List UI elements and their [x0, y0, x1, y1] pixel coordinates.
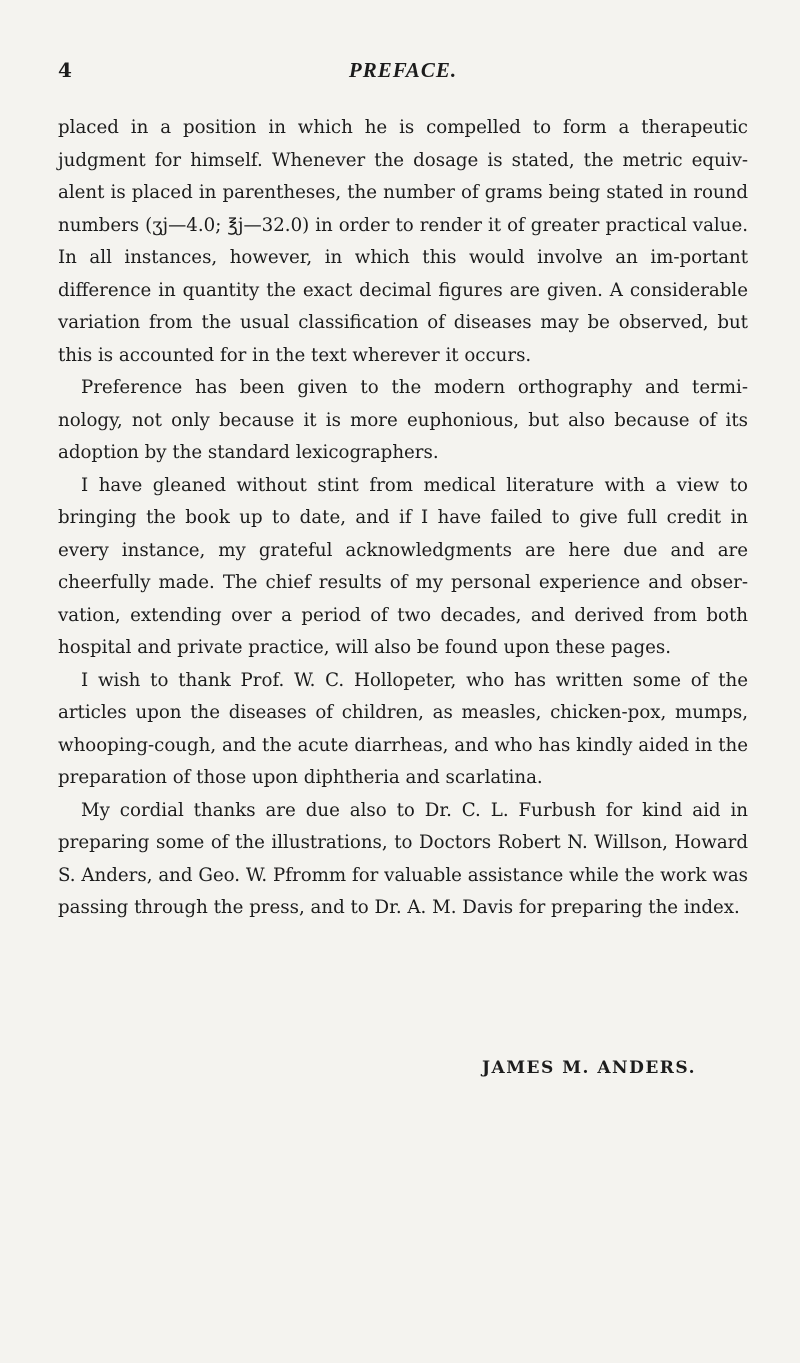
body-text	[58, 112, 748, 925]
paragraph-continued: placed in a position in which he is compelled to form a therapeutic judgment for himself. Whenever the dosage is stated, the metric equiv-alent is placed in parentheses, the number of grams being stated in round numbers (ʒj—4.0; ℥j—32.0) in order to render it of greater practical value. In all instances, however, in which this would involve an im-portant difference in quantity the exact decimal figures are given. A considerable variation from the usual classification of diseases may be observed, but this is accounted for in the text wherever it occurs.	[58, 117, 748, 366]
page-number: 4	[58, 58, 72, 82]
running-head	[58, 58, 748, 88]
author-signature: JAMES M. ANDERS.	[481, 1058, 696, 1078]
paragraph-orthography: Preference has been given to the modern orthography and termi-nology, not only because it is more euphonious, but also because of its adoption by the standard lexicographers.	[58, 377, 748, 463]
paragraph-cordial-thanks: My cordial thanks are due also to Dr. C. L. Furbush for kind aid in preparing some of the illustrations, to Doctors Robert N. Willson, Howard S. Anders, and Geo. W. Pfromm for valuable assistance while the work was passing through the press, and to Dr. A. M. Davis for preparing the index.	[58, 799, 748, 918]
paragraph-thanks-hollopeter: I wish to thank Prof. W. C. Hollopeter, who has written some of the articles upon the diseases of children, as measles, chicken-pox, mumps, whooping-cough, and the acute diarrheas, and who has kindly aided in the preparation of those upon diphtheria and scarlatina.	[58, 669, 748, 788]
paragraph-acknowledgments: I have gleaned without stint from medical literature with a view to bringing the book up to date, and if I have failed to give full credit in every instance, my grateful acknowledgments are here due and are cheerfully made. The chief results of my personal experience and obser-vation, extending over a period of two decades, and derived from both hospital and private practice, will also be found upon these pages.	[58, 474, 748, 658]
running-title: PREFACE.	[348, 58, 458, 82]
